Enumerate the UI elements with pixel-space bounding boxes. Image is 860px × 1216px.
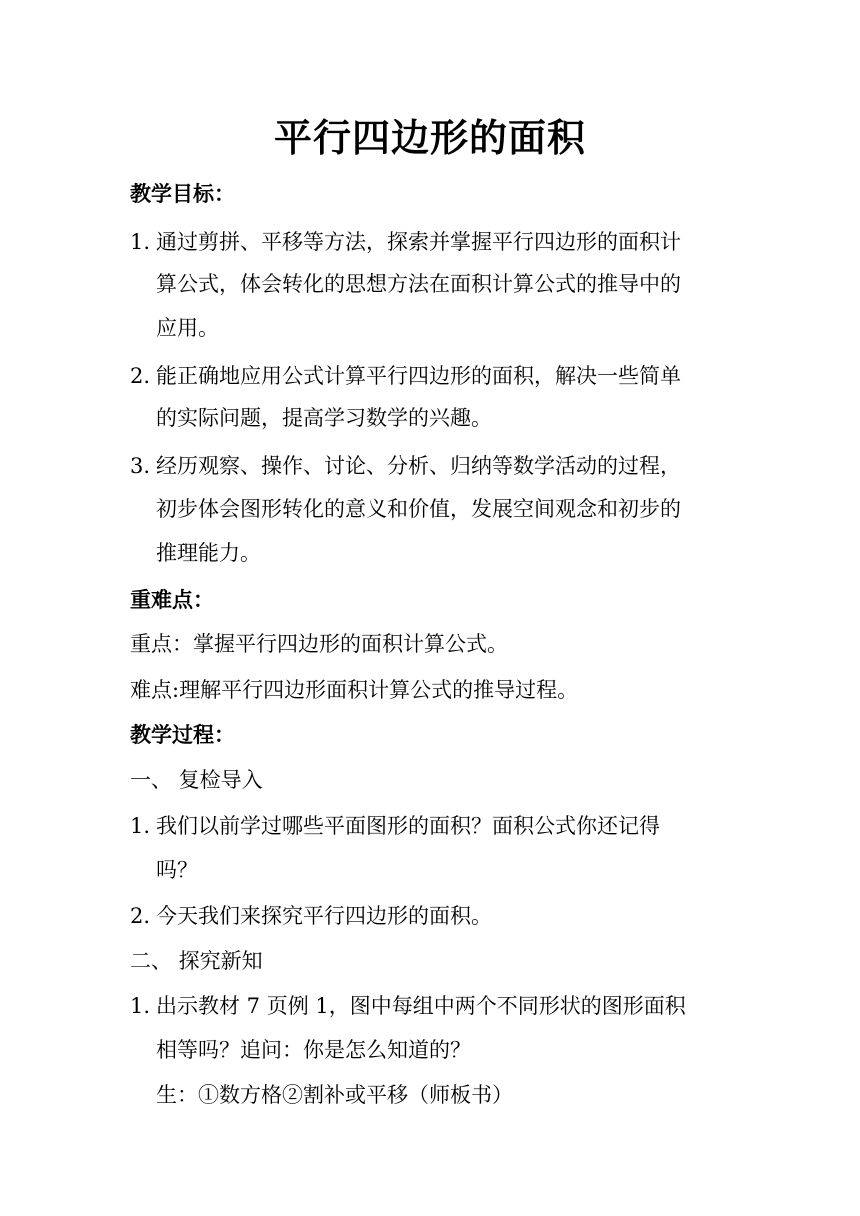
key-point-text: 重点：掌握平行四边形的面积计算公式。 [130, 632, 508, 656]
objective-1-line-3: 应用。 [156, 316, 219, 340]
section-1-item-1-line-2: 吗？ [156, 858, 198, 882]
difficult-point-text: 难点:理解平行四边形面积计算公式的推导过程。 [130, 678, 579, 702]
objective-3-line-3: 推理能力。 [156, 541, 261, 565]
objectives-heading: 教学目标： [130, 181, 235, 206]
section-2-item-1-line-1: 出示教材 7 页例 1，图中每组中两个不同形状的图形面积 [156, 994, 686, 1018]
section-2-heading: 二、 探究新知 [130, 949, 263, 973]
objective-3-number: 3. [130, 454, 151, 478]
process-heading: 教学过程： [130, 722, 235, 747]
section-2-item-1-line-2: 相等吗？追问：你是怎么知道的？ [156, 1038, 471, 1062]
objective-3-line-2: 初步体会图形转化的意义和价值，发展空间观念和初步的 [156, 497, 681, 521]
section-1-item-2-line-1: 今天我们来探究平行四边形的面积。 [156, 904, 492, 928]
section-1-item-1-number: 1. [130, 814, 151, 838]
section-1-heading: 一、 复检导入 [130, 768, 263, 792]
objective-1-line-1: 通过剪拼、平移等方法，探索并掌握平行四边形的面积计 [156, 230, 681, 254]
objective-1-line-2: 算公式，体会转化的思想方法在面积计算公式的推导中的 [156, 272, 681, 296]
objective-1-number: 1. [130, 230, 151, 254]
key-points-heading: 重难点： [130, 587, 214, 612]
objective-2-line-2: 的实际问题，提高学习数学的兴趣。 [156, 406, 492, 430]
objective-2-line-1: 能正确地应用公式计算平行四边形的面积，解决一些简单 [156, 364, 681, 388]
section-1-item-2-number: 2. [130, 904, 151, 928]
student-answer: 生：①数方格②割补或平移（师板书） [156, 1083, 513, 1107]
objective-2-number: 2. [130, 364, 151, 388]
section-2-item-1-number: 1. [130, 994, 151, 1018]
section-1-item-1-line-1: 我们以前学过哪些平面图形的面积？面积公式你还记得 [156, 814, 660, 838]
objective-3-line-1: 经历观察、操作、讨论、分析、归纳等数学活动的过程， [156, 454, 681, 478]
page-title: 平行四边形的面积 [273, 115, 586, 160]
